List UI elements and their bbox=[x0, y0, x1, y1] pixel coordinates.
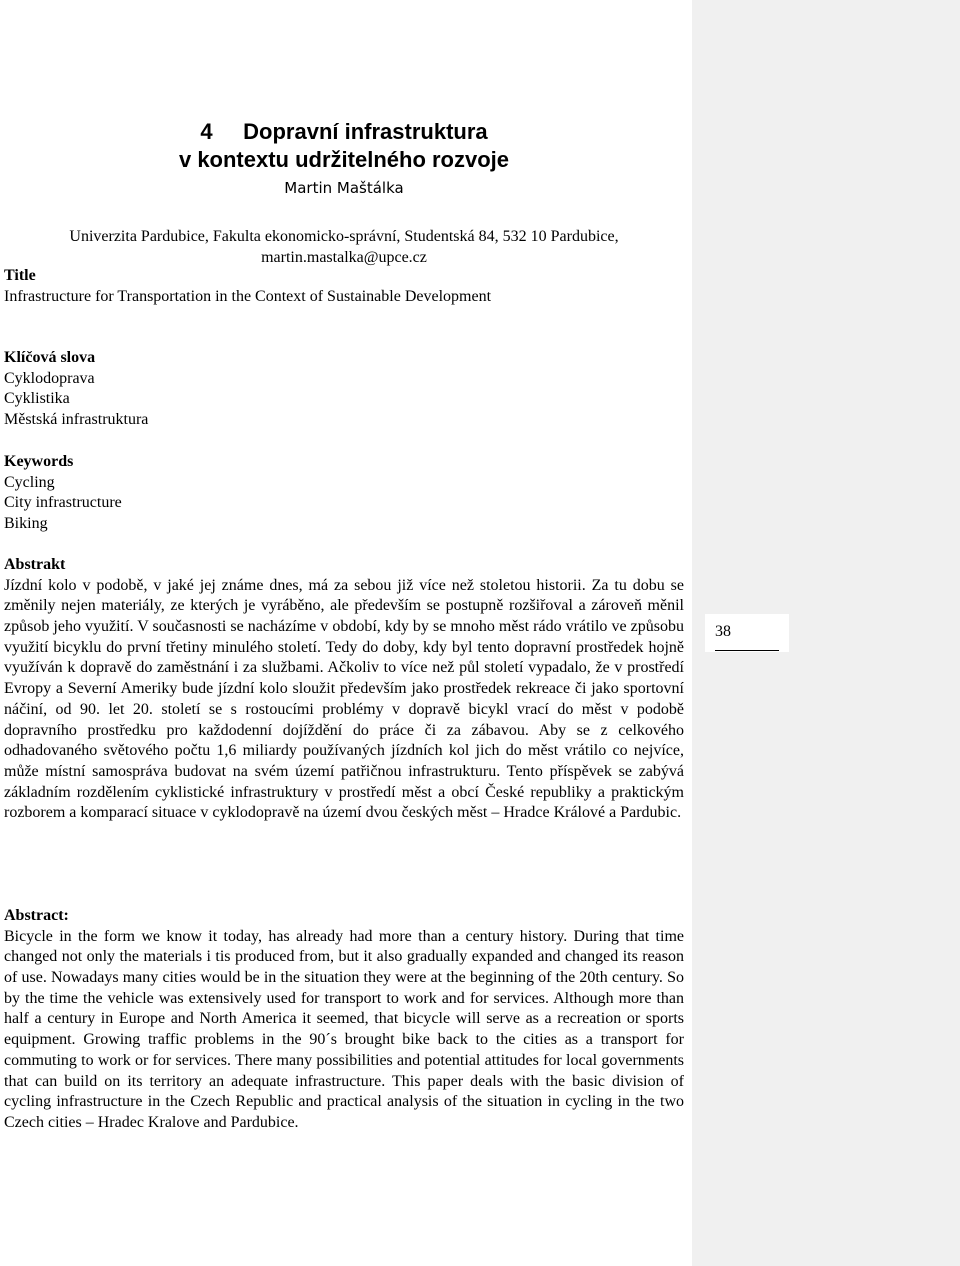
title-text-1: Dopravní infrastruktura bbox=[243, 119, 488, 144]
english-title-text: Infrastructure for Transportation in the Context of Sustainable Development bbox=[4, 287, 492, 305]
keyword-en-item: Biking bbox=[4, 514, 48, 532]
abstract-cz-block bbox=[4, 555, 684, 824]
page-number: 38 bbox=[715, 622, 779, 651]
abstract-en-text: Bicycle in the form we know it today, has already had more than a century history. During that time changed not only the materials i tis produced from, but it also gradually expanded and changed its reason of use. Nowadays many cities would be in the situation they were at the beginning of the 20th century. So by the time the vehicle was extensively used for transport to work and for services. Although more than half a century in Europe and North America it seemed, that bicycle will serve as a recreation or sports equipment. Growing traffic problems in the 90´s brought bike back to the cities as a transport for commuting to work or for services. There many possibilities and potential attitudes for local governments that can build on its territory an adequate infrastructure. This paper deals with the basic division of cycling infrastructure in the Czech Republic and practical analysis of the situation in cycling in the two Czech cities – Hradec Kralove and Pardubice. bbox=[4, 927, 684, 1131]
keyword-en-item: City infrastructure bbox=[4, 494, 122, 512]
abstract-cz-text: Jízdní kolo v podobě, v jaké jej známe dnes, má za sebou již více než stoletou historii. Za tu dobu se změnily nejen materiály, ze kterých je vyráběno, ale především se postupně rozšiřoval a zároveň měnil způsob jeho využití. V současnosti se nacházíme v období, kdy by se mnoho měst rádo vrátilo ve způsobu využití bicyklu do první třetiny minulého století. Tedy do doby, kdy byl tento dopravní prostředek hojně využíván k dopravě do zaměstnání i za službami. Ačkoliv to více než půl století vypadalo, že v prostředí Evropy a Severní Ameriky bude jízdní kolo sloužit především jako prostředek rekreace či jako sportovní náčiní, od 90. let 20. století se s rostoucími problémy v dopravě bicykl vrací do měst v podobě dopravního prostředku pro každodenní dojíždění do práce či za zábavou. Aby se z celkového odhadovaného světového počtu 1,6 miliardy používaných jízdních kol jich do měst vrátilo co nejvíce, může místní samospráva budovat na svém území patřičnou infrastrukturu. Tento příspěvek se zabývá základním rozdělením cyklistické infrastruktury v prostředí měst a obcí České republiky a praktickým rozborem a komparací situace v cyklodopravě na území dvou českých měst – Hradce Králové a Pardubic. bbox=[4, 576, 684, 822]
abstract-en-heading: Abstract: bbox=[4, 907, 69, 924]
keywords-cz-block bbox=[4, 348, 684, 430]
keywords-en-heading: Keywords bbox=[4, 453, 74, 470]
affiliation-line-1: Univerzita Pardubice, Fakulta ekonomicko-správní, Studentská 84, 532 10 Pardubice, bbox=[69, 228, 619, 245]
abstract-en-block bbox=[4, 906, 684, 1134]
keywords-en-block bbox=[4, 452, 684, 534]
keyword-cz-item: Městská infrastruktura bbox=[4, 410, 149, 428]
abstract-cz-heading: Abstrakt bbox=[4, 556, 66, 573]
english-title-block bbox=[4, 266, 684, 307]
keywords-cz-heading: Klíčová slova bbox=[4, 349, 96, 366]
keyword-cz-item: Cyklistika bbox=[4, 390, 70, 408]
paper-title bbox=[4, 118, 684, 174]
keyword-cz-item: Cyklodoprava bbox=[4, 369, 95, 387]
title-line-2: v kontextu udržitelného rozvoje bbox=[178, 147, 510, 172]
keyword-en-item: Cycling bbox=[4, 473, 55, 491]
author-name: Martin Maštálka bbox=[284, 179, 404, 197]
title-line-1 bbox=[4, 118, 684, 146]
section-number: 4 bbox=[200, 119, 213, 144]
english-title-heading: Title bbox=[4, 267, 36, 284]
author-email: martin.mastalka@upce.cz bbox=[261, 249, 427, 266]
page-number-box bbox=[705, 614, 789, 652]
affiliation bbox=[4, 226, 684, 268]
